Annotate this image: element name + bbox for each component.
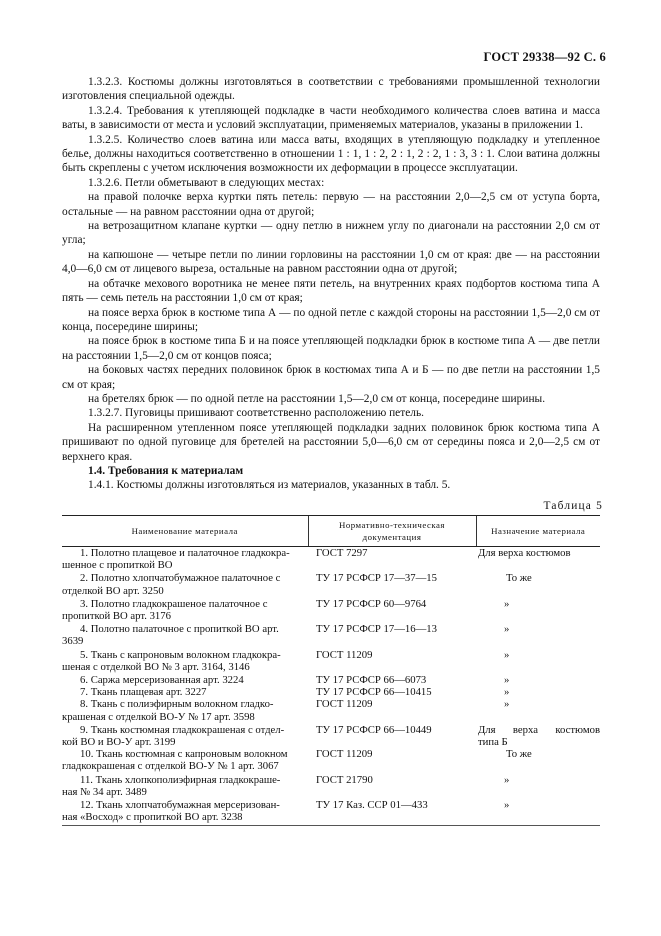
purpose-cell [476, 698, 600, 722]
paragraph-1-4-1: 1.4.1. Костюмы должны изготовляться из материалов, указанных в табл. 5. [88, 479, 451, 492]
material-name-cell [62, 547, 308, 572]
table-row [62, 698, 600, 722]
paragraph-1-3-2-7: 1.3.2.7. Пуговицы пришивают соответственно расположению петель. [88, 407, 424, 420]
table-row [62, 673, 600, 686]
purpose-cell [476, 597, 600, 622]
paragraph-loops-belt-a: на поясе верха брюк в костюме типа А — по одной петле с каждой стороны на расстоянии 1,5—2,0 см от конца, посередине ширины; [62, 306, 600, 333]
material-name-line: 6. Саржа мерсеризованная арт. 3224 [80, 674, 244, 687]
doc-cell: ГОСТ 21790 [316, 773, 373, 786]
material-name-line: 3639 [62, 635, 84, 648]
purpose-cell [476, 748, 600, 772]
purpose-cell [476, 773, 600, 798]
material-name-line: отделкой ВО арт. 3250 [62, 584, 164, 597]
paragraph-loops-flap: на ветрозащитном клапане куртки — одну петлю в нижнем углу по диагонали на расстоянии 2,0 см от угла; [62, 220, 600, 247]
purpose-line: » [504, 773, 510, 786]
material-name-cell [62, 571, 308, 596]
material-name-line: ная № 34 арт. 3489 [62, 785, 147, 798]
header-material-name: Наименование материала [62, 516, 308, 547]
purpose-line: Для верха костюмов [478, 547, 571, 559]
purpose-cell [476, 571, 600, 596]
table-row [62, 773, 600, 798]
doc-cell: ГОСТ 11209 [316, 748, 373, 761]
material-name-line: 8. Ткань с полиэфирным волокном гладко- [80, 698, 274, 711]
table-header-row [62, 516, 600, 547]
doc-cell: ТУ 17 РСФСР 66—10449 [316, 723, 432, 736]
material-name-line: гладкокрашеная с отделкой ВО-У № 1 арт. 3067 [62, 760, 279, 773]
paragraph-loops-collar: на обтачке мехового воротника не менее пяти петель, на внутренних краях подбортов костюма типа А пять — семь петель на расстоянии 1,0 см от края; [62, 277, 600, 305]
material-name-line: кой ВО и ВО-У арт. 3199 [62, 736, 176, 749]
table-caption: Таблица 5 [543, 500, 603, 512]
purpose-line: типа Б [478, 736, 508, 749]
doc-cell: ГОСТ 7297 [316, 547, 368, 559]
doc-cell: ГОСТ 11209 [316, 648, 373, 661]
material-name-line: ная «Восход» с пропиткой ВО арт. 3238 [62, 811, 243, 824]
table-row [62, 723, 600, 748]
material-name-cell [62, 698, 308, 722]
table-row [62, 571, 600, 596]
material-name-line: 5. Ткань с капроновым волокном гладкокра- [80, 648, 281, 661]
paragraph-loops-sides: на боковых частях передних половинок брюк в костюмах типа А и Б — по две петли на расстоянии 1,5 см от края; [62, 364, 600, 391]
material-name-line: пропиткой ВО арт. 3176 [62, 610, 171, 623]
material-name-line: 9. Ткань костюмная гладкокрашеная с отдел- [80, 723, 285, 736]
material-name-cell [62, 597, 308, 622]
paragraph-1-3-2-3: 1.3.2.3. Костюмы должны изготовляться в соответствии с требованиями промышленной технологии изготовления специальной одежды. [62, 76, 600, 103]
table-row [62, 686, 600, 698]
table-row [62, 798, 600, 826]
purpose-cell [476, 686, 600, 698]
purpose-line: То же [506, 748, 532, 761]
table-row [62, 597, 600, 622]
material-name-line: шенное с пропиткой ВО [62, 559, 173, 572]
materials-table [62, 515, 600, 826]
table-row [62, 547, 600, 572]
purpose-line: » [504, 799, 510, 812]
doc-cell: ТУ 17 РСФСР 17—37—15 [316, 572, 437, 585]
purpose-cell [476, 673, 600, 686]
doc-cell: ТУ 17 РСФСР 60—9764 [316, 597, 427, 610]
paragraph-loops-hood: на капюшоне — четыре петли по линии горловины на расстоянии 1,0 см от края: две — на расстоянии 4,0—6,0 см от лицевого выреза, остальные на равном расстоянии одна от другой; [62, 248, 600, 276]
purpose-line: » [504, 623, 510, 636]
paragraph-loops-front: на правой полочке верха куртки пять петель: первую — на расстоянии 2,0—2,5 см от уступа борта, остальные — на равном расстоянии одна от другой; [62, 191, 600, 218]
purpose-line: » [504, 648, 510, 661]
material-name-line: 3. Полотно гладкокрашеное палаточное с [80, 597, 268, 610]
material-name-cell [62, 648, 308, 673]
page-header: ГОСТ 29338—92 С. 6 [483, 50, 606, 64]
document-body [62, 75, 600, 493]
header-purpose: Назначение материала [476, 516, 600, 547]
material-name-line: 2. Полотно хлопчатобумажное палаточное с [80, 572, 281, 585]
table-row [62, 748, 600, 772]
paragraph-1-3-2-4: 1.3.2.4. Требования к утепляющей подкладке в части необходимого количества слоев ватина и масса ваты, в зависимости от места и условий эксплуатации, применяемых материалов, указаны в приложении 1. [62, 104, 600, 132]
material-name-line: 4. Полотно палаточное с пропиткой ВО арт. [80, 623, 279, 636]
paragraph-loops-belt-b: на поясе брюк в костюме типа Б и на поясе утепляющей подкладки брюк в костюме типа А — две петли на расстоянии 1,5—2,0 см от концов пояса; [62, 335, 600, 362]
purpose-line: » [504, 686, 510, 699]
doc-cell: ТУ 17 РСФСР 66—6073 [316, 674, 427, 687]
doc-cell: ТУ 17 Каз. ССР 01—433 [308, 798, 476, 826]
paragraph-1-3-2-5: 1.3.2.5. Количество слоев ватина или масса ваты, входящих в утепляющую подкладку и утепленное белье, должны находиться соответственно в отношении 1 : 1, 1 : 2, 2 : 1, 2 : 2, 1 : 3, 3 : 1. Слои ватина должны быть скреплены с учетом исключения возможности их деформации в процессе эксплуатации. [62, 133, 600, 175]
purpose-cell [476, 648, 600, 673]
paragraph-buttons-belt: На расширенном утепленном поясе утепляющей подкладки задних половинок брюк костюма типа А пришивают по одной пуговице для бретелей на расстоянии 5,0—6,0 см от середины пояса и 2,0—2,5 см от верхнего края. [62, 421, 600, 463]
material-name-line: шеная с отделкой ВО № 3 арт. 3164, 3146 [62, 660, 250, 673]
material-name-line: 11. Ткань хлопкополиэфирная гладкокраше- [80, 773, 281, 786]
doc-cell: ТУ 17 РСФСР 66—10415 [316, 686, 432, 699]
paragraph-1-3-2-6: 1.3.2.6. Петли обметывают в следующих местах: [88, 176, 325, 189]
purpose-line: То же [506, 572, 532, 585]
section-heading-1-4: 1.4. Требования к материалам [88, 464, 244, 477]
material-name-cell [62, 723, 308, 748]
material-name-cell [62, 673, 308, 686]
paragraph-loops-straps: на бретелях брюк — по одной петле на расстоянии 1,5—2,0 см от конца, посередине ширины. [88, 392, 546, 405]
doc-cell: ТУ 17 РСФСР 17—16—13 [316, 623, 437, 636]
purpose-line: Для верха костюмов [478, 723, 600, 736]
table-row [62, 648, 600, 673]
material-name-line: 12. Ткань хлопчатобумажная мерсеризован- [80, 799, 280, 812]
material-name-line: крашеная с отделкой ВО-У № 17 арт. 3598 [62, 710, 255, 723]
material-name-cell [62, 773, 308, 798]
header-documentation: Нормативно-техническая документация [308, 516, 476, 547]
material-name-cell [62, 622, 308, 647]
material-name-cell [62, 686, 308, 698]
purpose-cell [476, 798, 600, 826]
purpose-line: » [504, 597, 510, 610]
purpose-cell [476, 547, 600, 572]
purpose-cell [476, 723, 600, 748]
table-row [62, 622, 600, 647]
purpose-cell [476, 622, 600, 647]
purpose-line: » [504, 674, 510, 687]
material-name-cell [62, 798, 308, 826]
material-name-line: 1. Полотно плащевое и палаточное гладкокра- [80, 547, 290, 559]
material-name-line: 10. Ткань костюмная с капроновым волокном [80, 748, 288, 761]
doc-cell: ГОСТ 11209 [316, 698, 373, 711]
purpose-line: » [504, 698, 510, 711]
material-name-line: 7. Ткань плащевая арт. 3227 [80, 686, 207, 699]
material-name-cell [62, 748, 308, 772]
